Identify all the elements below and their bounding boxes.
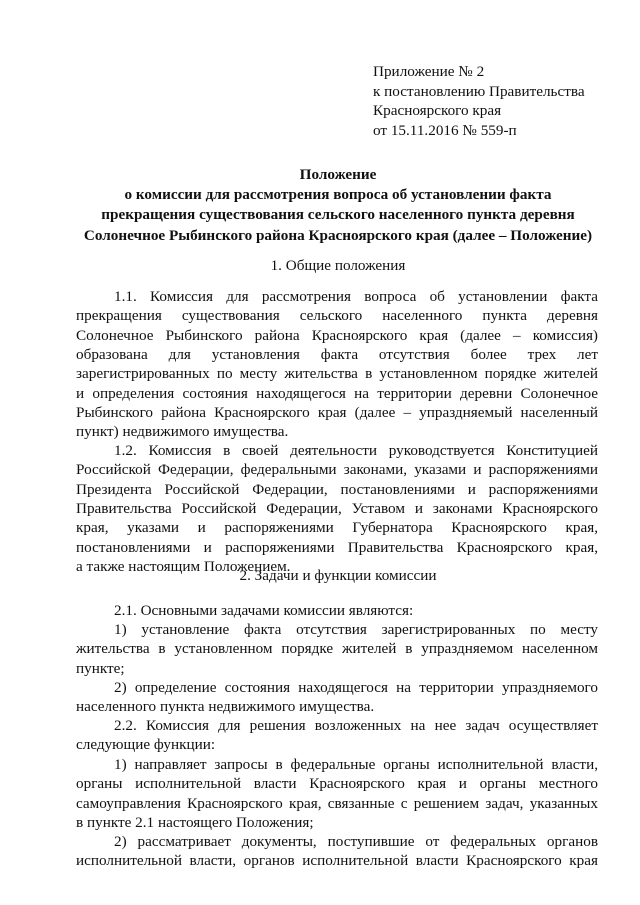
text-line: Российской Федерации, федеральными законами, указами и распоряжениями: [76, 461, 598, 479]
section-2-heading: 2. Задачи и функции комиссии: [239, 567, 437, 584]
paragraph-1-2: [76, 441, 598, 576]
paragraph-2-2-1: [76, 755, 598, 832]
text-line: 1) установление факта отсутствия зарегистрированных по месту: [114, 621, 598, 638]
text-line: и определения состояния находящегося на территории деревни Солонечное: [76, 384, 598, 402]
paragraph-2-1-2: [76, 678, 598, 717]
approval-line-1: Приложение № 2: [373, 63, 485, 80]
title-line-4: Солонечное Рыбинского района Красноярского края (далее – Положение): [83, 226, 593, 244]
approval-line-2: к постановлению Правительства: [373, 82, 585, 100]
text-line: края, указами и распоряжениями Губернатора Красноярского края,: [76, 519, 598, 537]
text-line: населенного пункта недвижимого имущества.: [76, 698, 375, 716]
text-line: 2) рассматривает документы, поступившие от федеральных органов: [114, 833, 598, 850]
text-line: следующие функции:: [76, 736, 216, 754]
text-line: 2) определение состояния находящегося на территории упраздняемого: [114, 679, 598, 696]
text-line: 2.1. Основными задачами комиссии являются:: [114, 602, 414, 619]
text-line: жительства в установленном порядке жителей в упраздняемом населенном: [76, 640, 598, 658]
text-line: Рыбинского района Красноярского края (далее – упраздняемый населенный: [76, 404, 598, 422]
text-line: Президента Российской Федерации, постановлениями и распоряжениями: [76, 480, 598, 498]
paragraph-2-1: [76, 601, 598, 620]
paragraph-2-1-1: [76, 620, 598, 678]
title-line-2: о комиссии для рассмотрения вопроса об установлении факта: [124, 186, 552, 204]
title-line-3: прекращения существования сельского населенного пункта деревня: [101, 206, 575, 224]
approval-line-4: от 15.11.2016 № 559-п: [373, 121, 517, 139]
paragraph-1-1: [76, 287, 598, 442]
text-line: зарегистрированных по месту жительства в установленном порядке жителей: [76, 365, 598, 383]
section-1-heading: 1. Общие положения: [270, 257, 406, 274]
text-line: Солонечное Рыбинского района Красноярского края (далее – комиссия): [76, 326, 598, 344]
approval-line-3: Красноярского края: [373, 102, 502, 119]
text-line: исполнительной власти, органов исполнительной власти Красноярского края: [76, 852, 598, 870]
text-line: пункт) недвижимого имущества.: [76, 423, 289, 441]
text-line: 1.2. Комиссия в своей деятельности руководствуется Конституцией: [114, 442, 598, 459]
text-line: образована для установления факта отсутствия более трех лет: [76, 346, 598, 364]
text-line: самоуправления Красноярского края, связанные с решением задач, указанных: [76, 794, 598, 812]
text-line: а также настоящим Положением.: [76, 558, 291, 576]
approval-stamp: [373, 62, 623, 140]
text-line: прекращения существования сельского населенного пункта деревня: [76, 307, 598, 325]
title-line-1: Положение: [299, 166, 377, 183]
text-line: 1.1. Комиссия для рассмотрения вопроса об установлении факта: [114, 288, 598, 305]
document-title: [78, 165, 598, 246]
text-line: пункте;: [76, 659, 125, 677]
paragraph-2-2: [76, 716, 598, 755]
text-line: 1) направляет запросы в федеральные органы исполнительной власти,: [114, 756, 598, 773]
paragraph-2-2-2: [76, 832, 598, 871]
text-line: органы исполнительной власти Красноярского края и органы местного: [76, 775, 598, 793]
text-line: постановлениями и распоряжениями Правительства Красноярского края,: [76, 538, 598, 556]
text-line: Правительства Российской Федерации, Уставом и законами Красноярского: [76, 500, 598, 518]
text-line: 2.2. Комиссия для решения возложенных на нее задач осуществляет: [114, 717, 598, 734]
text-line: в пункте 2.1 настоящего Положения;: [76, 814, 314, 832]
